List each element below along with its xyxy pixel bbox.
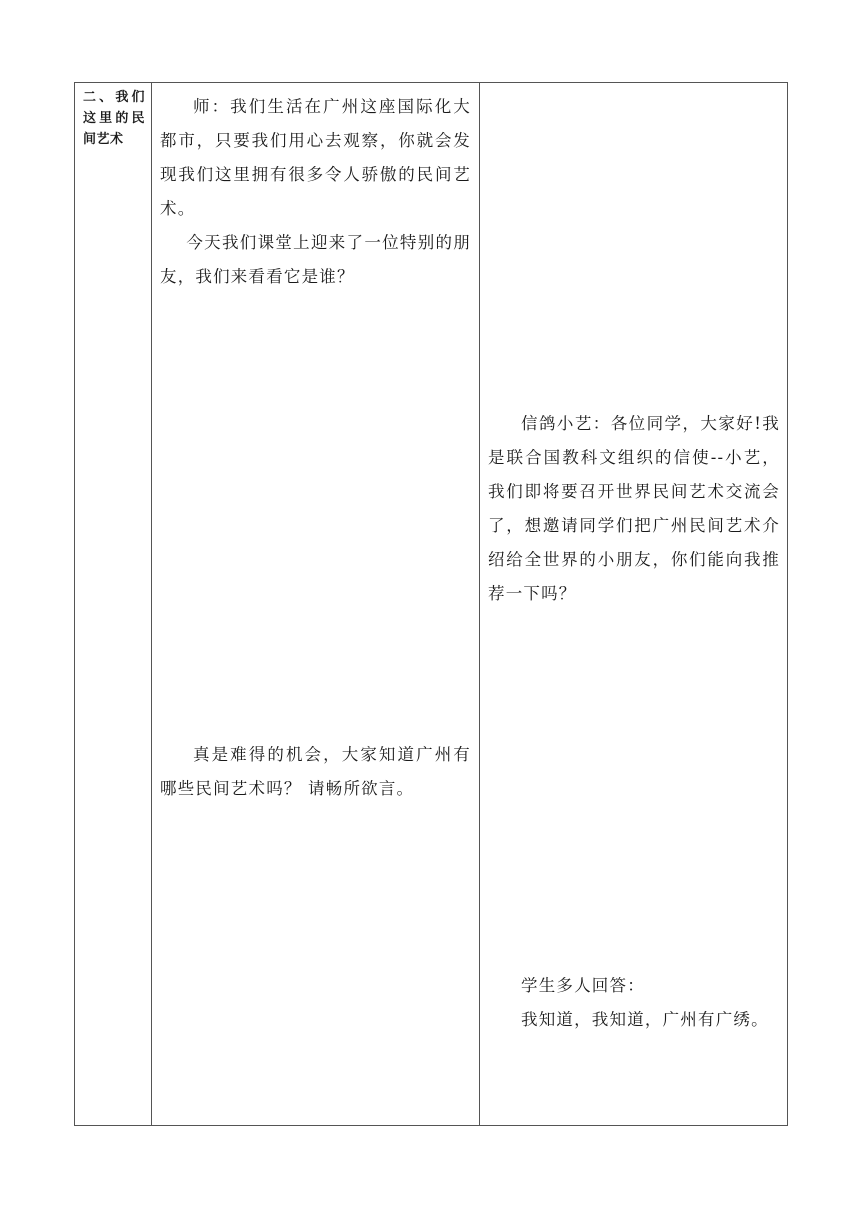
teacher-paragraph-1: 师：我们生活在广州这座国际化大都市，只要我们用心去观察，你就会发现我们这里拥有很多令人骄傲的民间艺术。 bbox=[160, 97, 471, 218]
teacher-paragraph-2: 今天我们课堂上迎来了一位特别的朋友，我们来看看它是谁？ bbox=[160, 233, 471, 286]
xiaoyi-speech: 信鸽小艺：各位同学，大家好!我是联合国教科文组织的信使--小艺，我们即将要召开世界民间艺术交流会了，想邀请同学们把广州民间艺术介绍给全世界的小朋友，你们能向我推荐一下吗？ bbox=[488, 414, 780, 603]
lesson-table bbox=[74, 82, 788, 1126]
student-answer-intro: 学生多人回答： bbox=[521, 976, 645, 995]
student-column bbox=[480, 83, 788, 1037]
teacher-paragraph-3: 真是难得的机会，大家知道广州有哪些民间艺术吗？ 请畅所欲言。 bbox=[160, 745, 471, 798]
section-title: 二、我们这里的民间艺术 bbox=[83, 90, 145, 147]
teacher-column bbox=[152, 83, 479, 806]
student-answer: 我知道，我知道，广州有广绣。 bbox=[521, 1010, 769, 1029]
section-column bbox=[75, 83, 151, 150]
